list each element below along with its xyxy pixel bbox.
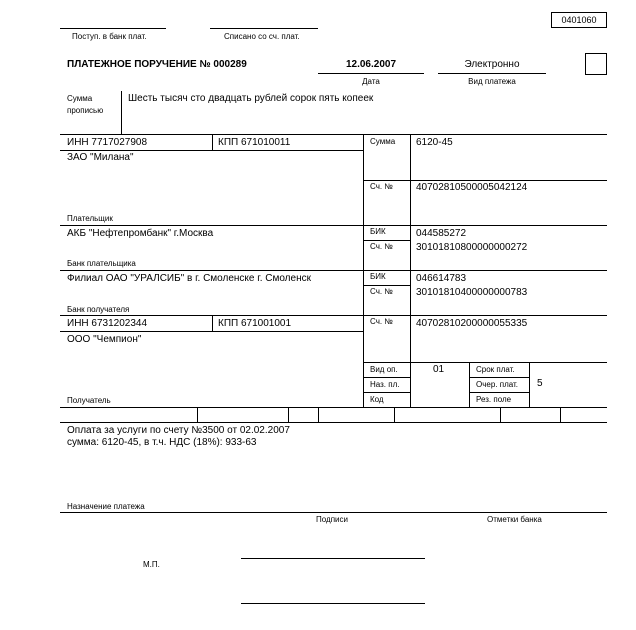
- recipient-name: ООО "Чемпион": [67, 334, 142, 345]
- op-type-value: 01: [433, 364, 445, 375]
- term-column-right: [529, 362, 530, 407]
- term-column-left: [469, 362, 470, 407]
- inn-kpp-divider: [212, 134, 213, 150]
- signatures-label: Подписи: [316, 515, 348, 524]
- form-code: 0401060: [561, 15, 597, 25]
- tax-row-bottom-line: [60, 422, 607, 423]
- debited-label: Списано со сч. плат.: [224, 32, 300, 41]
- form-code-box: [551, 12, 607, 28]
- date-label: Дата: [362, 77, 380, 86]
- purpose-bottom-line: [60, 512, 607, 513]
- tax-cell-divider-6: [560, 407, 561, 422]
- order-label: Очер. плат.: [476, 380, 519, 389]
- date-line: [318, 73, 424, 74]
- inn-kpp-line: [60, 150, 363, 151]
- payment-type-line: [438, 73, 546, 74]
- sum-words-label-2: прописью: [67, 106, 104, 115]
- reserve-label: Рез. поле: [476, 395, 512, 404]
- op-row-line-2b: [469, 392, 529, 393]
- sum-bottom-line: [363, 180, 607, 181]
- order-value: 5: [537, 378, 543, 389]
- recipient-bank-label: Банк получателя: [67, 305, 130, 314]
- recipient-kpp: КПП 671001001: [218, 318, 292, 329]
- tax-cell-divider-1: [197, 407, 198, 422]
- bik-line-2: [363, 285, 410, 286]
- sum-words-value: Шесть тысяч сто двадцать рублей сорок пять копеек: [128, 93, 374, 104]
- received-label: Поступ. в банк плат.: [72, 32, 147, 41]
- code-label: Код: [370, 395, 384, 404]
- payer-bottom-line: [60, 225, 607, 226]
- purpose-line-2: сумма: 6120-45, в т.ч. НДС (18%): 933-63: [67, 437, 257, 448]
- recipient-bank-acc-label: Сч. №: [370, 287, 393, 296]
- recipient-acc-label: Сч. №: [370, 317, 393, 326]
- payer-label: Плательщик: [67, 214, 113, 223]
- grid-line-top: [60, 134, 607, 135]
- sum-label: Сумма: [370, 137, 396, 146]
- purpose-label: Назначение платежа: [67, 502, 145, 511]
- payer-name: ЗАО "Милана": [67, 152, 134, 163]
- payer-acc-value: 40702810500005042124: [416, 182, 528, 193]
- recipient-inn-kpp-divider: [212, 315, 213, 331]
- payer-bank-bik-label: БИК: [370, 227, 386, 236]
- status-box: [585, 53, 607, 75]
- recipient-bank-name: Филиал ОАО "УРАЛСИБ" в г. Смоленске г. Смоленск: [67, 273, 311, 284]
- signature-line-2: [241, 603, 425, 604]
- op-type-top-line: [363, 362, 607, 363]
- tax-cell-divider-4: [394, 407, 395, 422]
- recipient-inn: ИНН 6731202344: [67, 318, 148, 329]
- payer-bank-acc-label: Сч. №: [370, 242, 393, 251]
- tax-cell-divider-2: [288, 407, 289, 422]
- purpose-code-label: Наз. пл.: [370, 380, 400, 389]
- op-row-line-1: [363, 377, 410, 378]
- recipient-bank-bik-value: 046614783: [416, 273, 467, 284]
- sum-value: 6120-45: [416, 137, 453, 148]
- recipient-bank-bottom-line: [60, 315, 607, 316]
- payment-type-label: Вид платежа: [468, 77, 516, 86]
- payment-type-value: Электронно: [464, 59, 520, 70]
- label-column-left: [363, 134, 364, 407]
- payer-bank-name: АКБ "Нефтепромбанк" г.Москва: [67, 228, 214, 239]
- tax-row-top-line: [60, 407, 607, 408]
- payer-bank-label: Банк плательщика: [67, 259, 136, 268]
- payer-bank-bottom-line: [60, 270, 607, 271]
- recipient-inn-kpp-line: [60, 331, 363, 332]
- payer-acc-label: Сч. №: [370, 182, 393, 191]
- term-label: Срок плат.: [476, 365, 515, 374]
- payer-bank-acc-value: 30101810800000000272: [416, 242, 528, 253]
- page-title: ПЛАТЕЖНОЕ ПОРУЧЕНИЕ № 000289: [67, 59, 247, 70]
- tax-cell-divider-3: [318, 407, 319, 422]
- recipient-acc-value: 40702810200000055335: [416, 318, 528, 329]
- tax-cell-divider-5: [500, 407, 501, 422]
- stamp-label: М.П.: [143, 560, 160, 569]
- purpose-line-1: Оплата за услуги по счету №3500 от 02.02.2007: [67, 425, 290, 436]
- recipient-label: Получатель: [67, 396, 111, 405]
- op-type-label: Вид оп.: [370, 365, 398, 374]
- payer-kpp: КПП 671010011: [218, 137, 291, 148]
- bik-line-1: [363, 240, 410, 241]
- recipient-bank-bik-label: БИК: [370, 272, 386, 281]
- received-line: [60, 28, 166, 29]
- recipient-bank-acc-value: 30101810400000000783: [416, 287, 528, 298]
- payer-bank-bik-value: 044585272: [416, 228, 467, 239]
- bank-marks-label: Отметки банка: [487, 515, 542, 524]
- signature-line-1: [241, 558, 425, 559]
- op-row-line-1b: [469, 377, 529, 378]
- sum-words-divider: [121, 91, 122, 134]
- debited-line: [210, 28, 318, 29]
- date-value: 12.06.2007: [345, 59, 397, 70]
- op-row-line-2: [363, 392, 410, 393]
- label-column-right: [410, 134, 411, 407]
- sum-words-label-1: Сумма: [67, 94, 93, 103]
- payer-inn: ИНН 7717027908: [67, 137, 148, 148]
